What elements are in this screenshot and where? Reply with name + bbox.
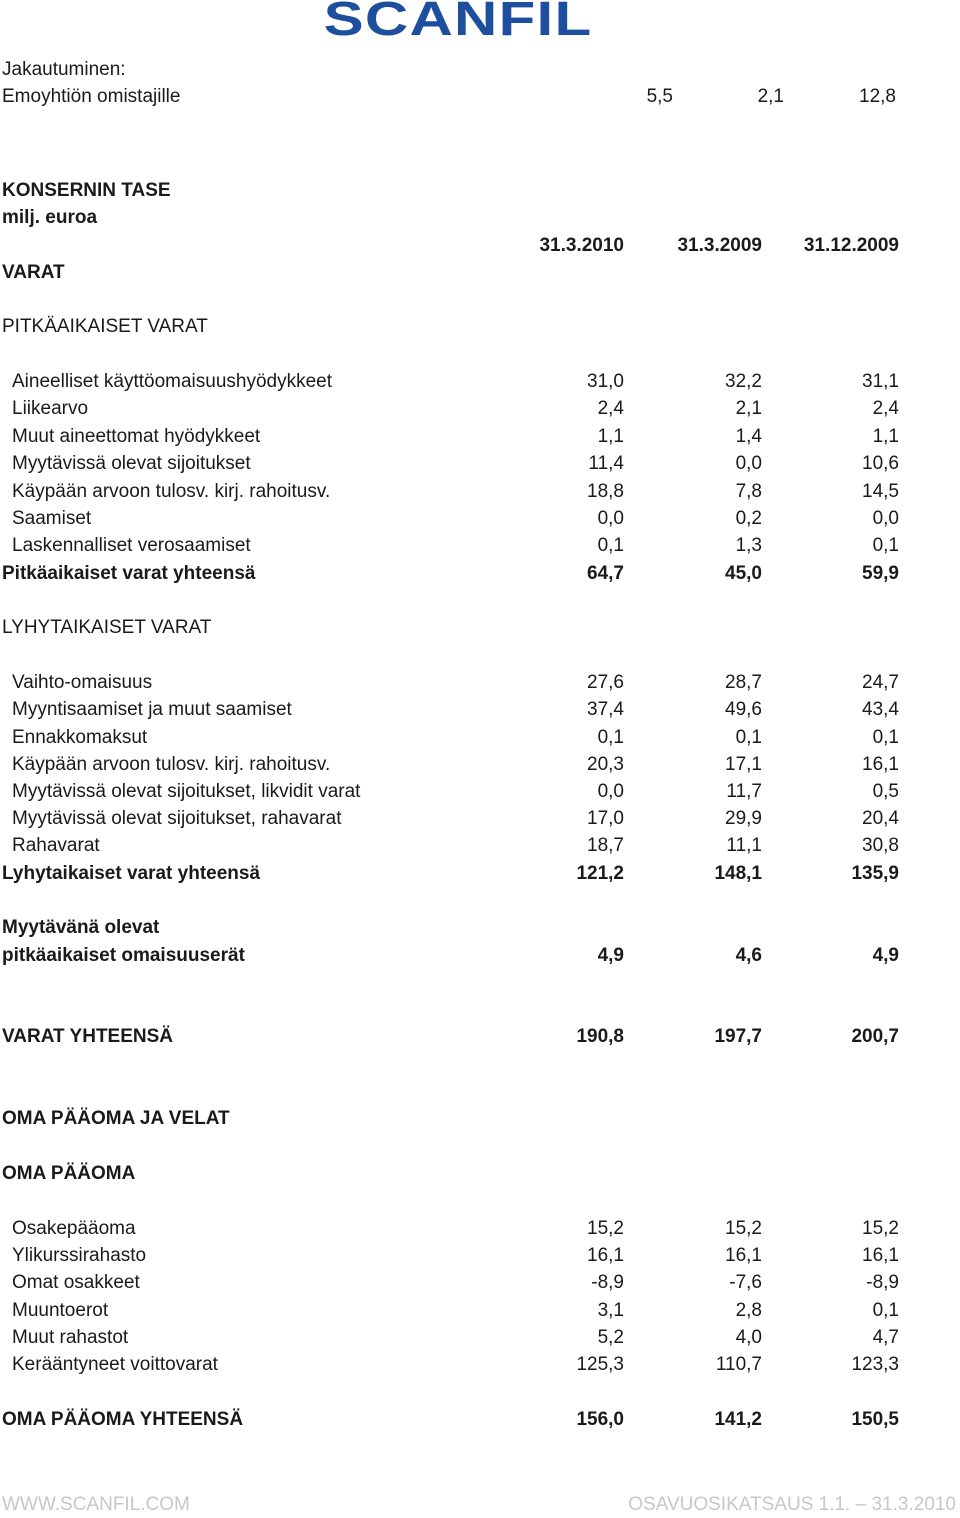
balance-title-line (0, 178, 960, 204)
value-fy-2009: 2,4 (872, 398, 899, 419)
row-label: Myytävissä olevat sijoitukset (12, 453, 251, 474)
value-q1-2010: 1,1 (597, 426, 624, 447)
value-fy-2009: 15,2 (862, 1218, 899, 1239)
value-q1-2010: 16,1 (587, 1245, 624, 1266)
footer-report-title: OSAVUOSIKATSAUS 1.1. – 31.3.2010 (628, 1494, 956, 1515)
value-q1-2010: 0,0 (597, 781, 624, 802)
equity-total-row (0, 1407, 960, 1433)
row-label: pitkäaikaiset omaisuuserät (2, 945, 245, 966)
value-q1-2009: 7,8 (735, 481, 762, 502)
value-q1-2009: 11,1 (726, 835, 762, 856)
equity-liabilities-heading: OMA PÄÄOMA JA VELAT (2, 1108, 230, 1129)
current-heading: LYHYTAIKAISET VARAT (2, 617, 212, 638)
value-q1-2010: 125,3 (576, 1354, 624, 1375)
value-q1-2009: 29,9 (725, 808, 762, 829)
row-label: Lyhytaikaiset varat yhteensä (2, 863, 261, 884)
table-row (0, 506, 960, 532)
value-fy-2009: 200,7 (851, 1026, 899, 1047)
value-fy-2009: 135,9 (851, 863, 899, 884)
table-row (0, 697, 960, 723)
value-q1-2009: 28,7 (725, 672, 762, 693)
row-label: Liikearvo (12, 398, 89, 419)
table-row (0, 833, 960, 859)
row-label: Pitkäaikaiset varat yhteensä (2, 563, 256, 584)
row-label: Aineelliset käyttöomaisuushyödykkeet (12, 371, 333, 392)
balance-unit-line (0, 205, 960, 231)
value-q1-2009: 11,7 (726, 781, 762, 802)
row-label: Myytävissä olevat sijoitukset, likvidit varat (12, 781, 361, 802)
distribution-title-line (0, 57, 960, 83)
value-q1-2010: 5,2 (597, 1327, 624, 1348)
value-q1-2010: 37,4 (587, 699, 624, 720)
value-fy-2009: 4,7 (872, 1327, 899, 1348)
table-row (0, 451, 960, 477)
distribution-row (0, 84, 960, 110)
table-row (0, 670, 960, 696)
value-q1-2009: 141,2 (714, 1409, 762, 1430)
balance-title: KONSERNIN TASE (2, 180, 171, 201)
value-fy-2009: 16,1 (862, 754, 899, 775)
row-label: Rahavarat (12, 835, 100, 856)
row-label: Saamiset (12, 508, 92, 529)
date-q1-2010: 31.3.2010 (539, 235, 624, 256)
value-fy-2009: -8,9 (866, 1272, 899, 1293)
row-label: Vaihto-omaisuus (12, 672, 153, 693)
value-q1-2009: 148,1 (714, 863, 762, 884)
noncurrent-total-row (0, 561, 960, 587)
held-for-sale-row (0, 943, 960, 969)
row-label: Muut rahastot (12, 1327, 129, 1348)
row-label: Myytävissä olevat sijoitukset, rahavarat (12, 808, 342, 829)
table-row (0, 725, 960, 751)
value-q1-2009: 4,0 (735, 1327, 762, 1348)
value-q1-2009: 17,1 (725, 754, 762, 775)
value-q1-2010: 121,2 (576, 863, 624, 884)
row-label: Osakepääoma (12, 1218, 136, 1239)
current-heading-line (0, 615, 960, 641)
value-q1-2010: 0,0 (597, 508, 624, 529)
table-row (0, 1216, 960, 1242)
row-label: Kerääntyneet voittovarat (12, 1354, 218, 1375)
value-fy-2009: 0,1 (872, 727, 899, 748)
value-q1-2009: 0,1 (735, 727, 762, 748)
value-fy-2009: 0,1 (872, 1300, 899, 1321)
value-q1-2010: 190,8 (576, 1026, 624, 1047)
value-fy-2009: 10,6 (862, 453, 899, 474)
value-q1-2010: 5,5 (646, 86, 673, 107)
assets-total-row (0, 1024, 960, 1050)
value-q1-2010: 3,1 (597, 1300, 624, 1321)
value-q1-2010: 20,3 (587, 754, 624, 775)
distribution-title: Jakautuminen: (2, 59, 126, 80)
value-q1-2009: 2,1 (757, 86, 784, 107)
value-q1-2010: 31,0 (587, 371, 624, 392)
row-label: Ennakkomaksut (12, 727, 148, 748)
balance-unit: milj. euroa (2, 207, 98, 228)
noncurrent-heading: PITKÄAIKAISET VARAT (2, 316, 208, 337)
value-fy-2009: 59,9 (862, 563, 899, 584)
row-label: Laskennalliset verosaamiset (12, 535, 251, 556)
assets-heading-line (0, 260, 960, 286)
value-fy-2009: 0,1 (872, 535, 899, 556)
value-fy-2009: 150,5 (851, 1409, 899, 1430)
value-q1-2010: 156,0 (576, 1409, 624, 1430)
date-q1-2009: 31.3.2009 (677, 235, 762, 256)
row-label: Käypään arvoon tulosv. kirj. rahoitusv. (12, 481, 331, 502)
value-q1-2009: 0,0 (735, 453, 762, 474)
table-row (0, 779, 960, 805)
value-q1-2009: 110,7 (715, 1354, 762, 1375)
value-fy-2009: 12,8 (859, 86, 896, 107)
value-q1-2010: 4,9 (597, 945, 624, 966)
table-row (0, 396, 960, 422)
value-q1-2009: 1,3 (735, 535, 762, 556)
value-fy-2009: 4,9 (872, 945, 899, 966)
row-label: VARAT YHTEENSÄ (2, 1026, 174, 1047)
value-fy-2009: 123,3 (851, 1354, 899, 1375)
value-fy-2009: 31,1 (862, 371, 899, 392)
table-row (0, 1298, 960, 1324)
value-q1-2010: 0,1 (597, 727, 624, 748)
equity-liabilities-heading-line (0, 1106, 960, 1132)
table-row (0, 479, 960, 505)
value-fy-2009: 20,4 (862, 808, 899, 829)
value-fy-2009: 30,8 (862, 835, 899, 856)
row-label: Muut aineettomat hyödykkeet (12, 426, 261, 447)
value-q1-2009: 197,7 (714, 1026, 762, 1047)
date-header-row (0, 233, 960, 259)
row-label: Muuntoerot (12, 1300, 109, 1321)
row-label: Myyntisaamiset ja muut saamiset (12, 699, 292, 720)
current-total-row (0, 861, 960, 887)
equity-heading-line (0, 1161, 960, 1187)
table-row (0, 806, 960, 832)
equity-heading: OMA PÄÄOMA (2, 1163, 136, 1184)
value-q1-2010: 2,4 (597, 398, 624, 419)
table-row (0, 1270, 960, 1296)
value-q1-2010: 17,0 (587, 808, 624, 829)
value-fy-2009: 43,4 (862, 699, 899, 720)
value-q1-2010: 64,7 (587, 563, 624, 584)
value-q1-2009: 2,8 (735, 1300, 762, 1321)
row-label: Myytävänä olevat (2, 917, 160, 938)
table-row (0, 752, 960, 778)
value-fy-2009: 24,7 (862, 672, 899, 693)
value-q1-2010: 18,8 (587, 481, 624, 502)
value-q1-2010: 11,4 (588, 453, 624, 474)
value-q1-2009: 15,2 (725, 1218, 762, 1239)
table-row (0, 533, 960, 559)
value-q1-2009: 0,2 (735, 508, 762, 529)
value-q1-2009: 45,0 (725, 563, 762, 584)
row-label: Ylikurssirahasto (12, 1245, 147, 1266)
table-row (0, 1352, 960, 1378)
value-q1-2010: 15,2 (587, 1218, 624, 1239)
row-label: Emoyhtiön omistajille (2, 86, 181, 107)
value-q1-2009: 1,4 (735, 426, 762, 447)
value-q1-2009: 16,1 (725, 1245, 762, 1266)
table-row (0, 1325, 960, 1351)
value-fy-2009: 14,5 (862, 481, 899, 502)
held-for-sale-label-line (0, 915, 960, 941)
value-q1-2009: 4,6 (735, 945, 762, 966)
value-fy-2009: 1,1 (872, 426, 899, 447)
value-q1-2010: 27,6 (587, 672, 624, 693)
scanfil-logo: SCANFIL (323, 0, 593, 40)
value-q1-2009: 2,1 (735, 398, 762, 419)
value-fy-2009: 16,1 (862, 1245, 899, 1266)
table-row (0, 369, 960, 395)
value-q1-2010: 0,1 (597, 535, 624, 556)
row-label: Omat osakkeet (12, 1272, 140, 1293)
row-label: OMA PÄÄOMA YHTEENSÄ (2, 1409, 244, 1430)
assets-heading: VARAT (2, 262, 65, 283)
value-q1-2009: -7,6 (729, 1272, 762, 1293)
value-q1-2010: 18,7 (587, 835, 624, 856)
table-row (0, 1243, 960, 1269)
value-q1-2009: 32,2 (725, 371, 762, 392)
row-label: Käypään arvoon tulosv. kirj. rahoitusv. (12, 754, 331, 775)
date-fy-2009: 31.12.2009 (803, 235, 899, 256)
value-q1-2009: 49,6 (725, 699, 762, 720)
table-row (0, 424, 960, 450)
footer-website: WWW.SCANFIL.COM (2, 1494, 190, 1515)
value-q1-2010: -8,9 (591, 1272, 624, 1293)
noncurrent-heading-line (0, 314, 960, 340)
value-fy-2009: 0,0 (872, 508, 899, 529)
value-fy-2009: 0,5 (872, 781, 899, 802)
